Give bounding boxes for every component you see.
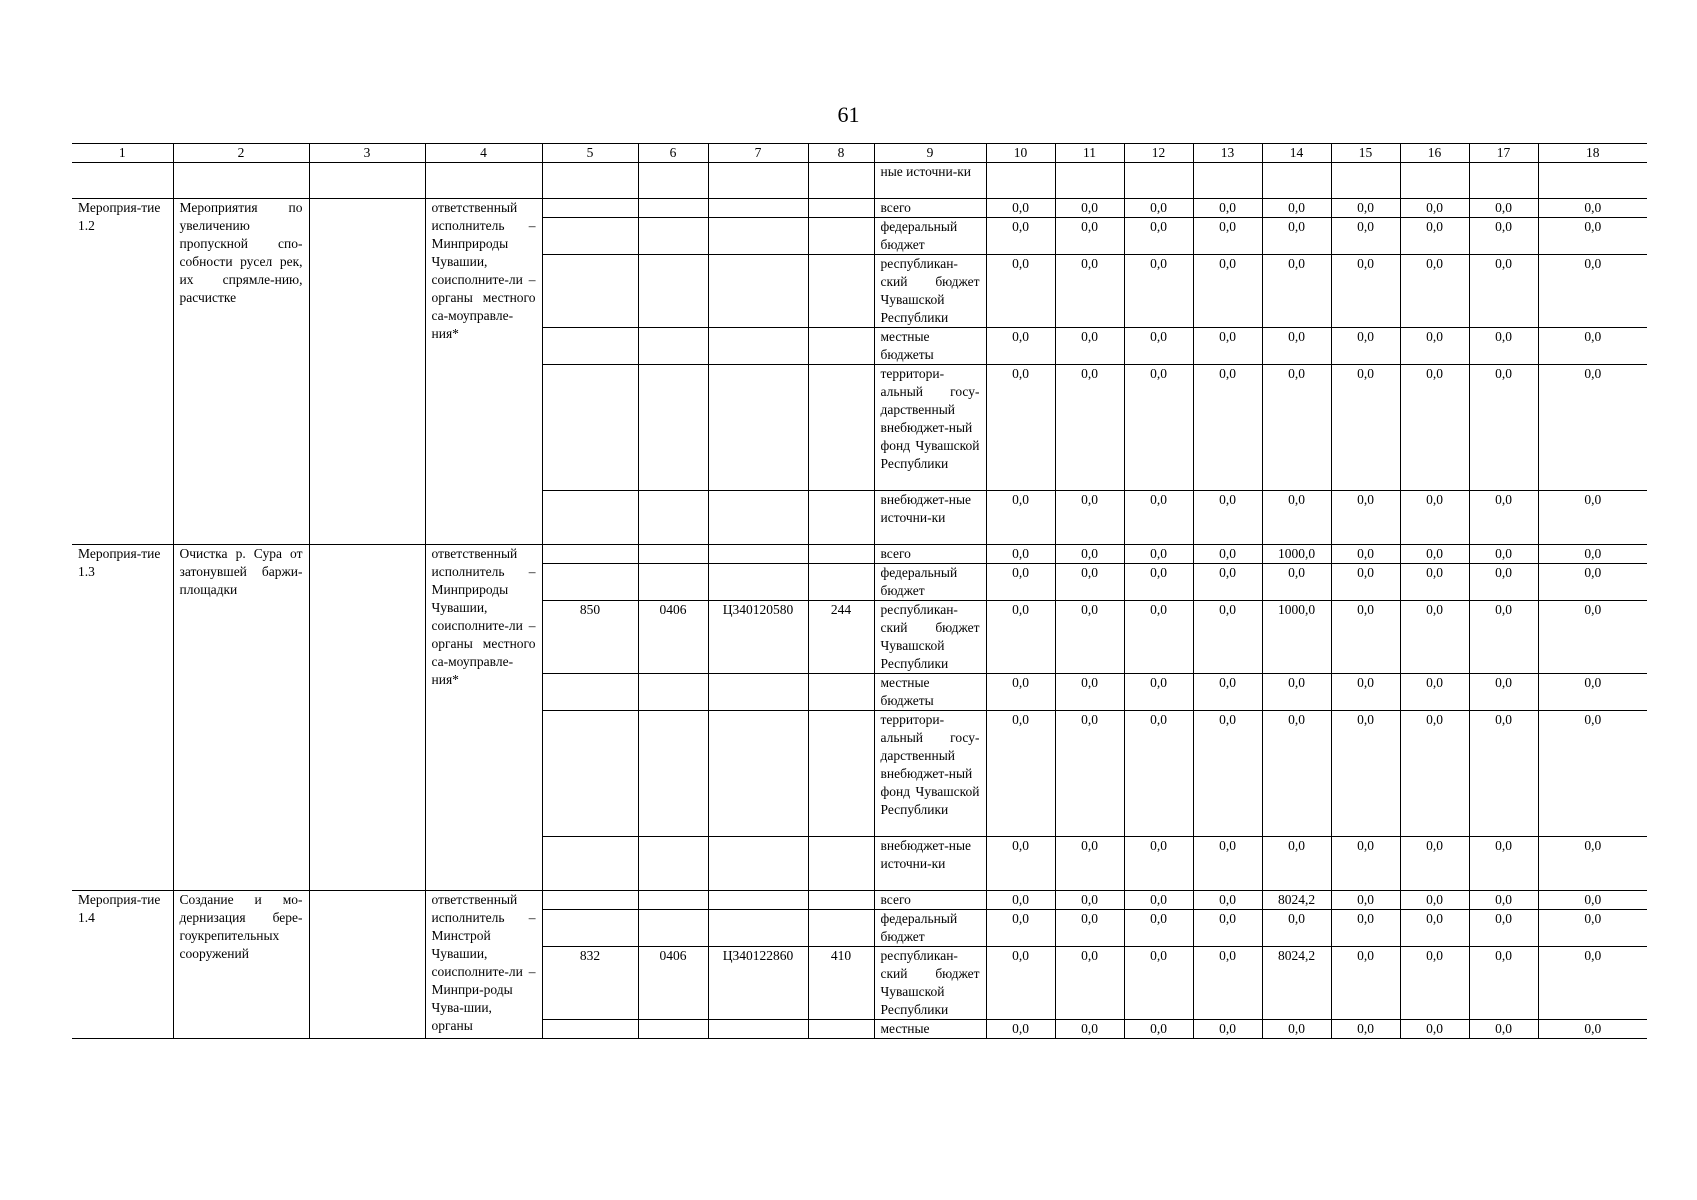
value-cell: 0,0 xyxy=(1124,711,1193,837)
value-cell: 8024,2 xyxy=(1262,947,1331,1020)
value-cell: 0,0 xyxy=(1193,328,1262,365)
column-header: 9 xyxy=(874,144,986,163)
target-article-code xyxy=(708,199,808,218)
expense-type-code xyxy=(808,255,874,328)
value-cell: 0,0 xyxy=(986,910,1055,947)
empty-cell xyxy=(173,163,309,199)
section-code xyxy=(638,910,708,947)
value-cell: 0,0 xyxy=(986,491,1055,545)
column-header: 17 xyxy=(1469,144,1538,163)
value-cell: 0,0 xyxy=(986,545,1055,564)
section-code xyxy=(638,199,708,218)
value-cell: 0,0 xyxy=(1124,328,1193,365)
value-cell: 0,0 xyxy=(1469,545,1538,564)
value-cell: 0,0 xyxy=(1331,1020,1400,1039)
measure-executor: ответственный исполнитель – Минприроды Чувашии, соисполните-ли – органы местного са-моуправле-ния* xyxy=(425,545,542,891)
grbs-code xyxy=(542,199,638,218)
value-cell: 0,0 xyxy=(986,365,1055,491)
target-article-code xyxy=(708,255,808,328)
value-cell: 0,0 xyxy=(1538,947,1647,1020)
value-cell: 0,0 xyxy=(986,218,1055,255)
expense-type-code xyxy=(808,545,874,564)
value-cell: 0,0 xyxy=(1331,218,1400,255)
expense-type-code xyxy=(808,674,874,711)
value-cell: 0,0 xyxy=(1400,910,1469,947)
value-cell: 0,0 xyxy=(1538,365,1647,491)
target-article-code: Ц340120580 xyxy=(708,601,808,674)
value-cell: 0,0 xyxy=(1331,601,1400,674)
value-cell: 0,0 xyxy=(1331,545,1400,564)
value-cell: 0,0 xyxy=(1538,910,1647,947)
value-cell: 0,0 xyxy=(1469,491,1538,545)
grbs-code xyxy=(542,328,638,365)
empty-cell xyxy=(638,163,708,199)
target-article-code xyxy=(708,328,808,365)
value-cell: 0,0 xyxy=(1538,491,1647,545)
value-cell: 0,0 xyxy=(1469,837,1538,891)
source-cell: республикан-ский бюджет Чувашской Республики xyxy=(874,255,986,328)
value-cell: 0,0 xyxy=(1469,218,1538,255)
value-cell: 0,0 xyxy=(1262,837,1331,891)
empty-cell xyxy=(309,163,425,199)
value-cell: 0,0 xyxy=(1400,491,1469,545)
value-cell: 0,0 xyxy=(1331,910,1400,947)
value-cell: 0,0 xyxy=(1124,564,1193,601)
grbs-code: 832 xyxy=(542,947,638,1020)
value-cell: 0,0 xyxy=(1331,891,1400,910)
value-cell: 0,0 xyxy=(1538,199,1647,218)
value-cell: 0,0 xyxy=(1469,947,1538,1020)
column-header: 5 xyxy=(542,144,638,163)
value-cell: 0,0 xyxy=(1400,711,1469,837)
value-cell: 0,0 xyxy=(1400,837,1469,891)
value-cell: 0,0 xyxy=(1469,328,1538,365)
value-cell: 0,0 xyxy=(986,328,1055,365)
column-header: 4 xyxy=(425,144,542,163)
section-code xyxy=(638,491,708,545)
empty-cell xyxy=(1400,163,1469,199)
value-cell: 0,0 xyxy=(1262,674,1331,711)
source-cell: внебюджет-ные источни-ки xyxy=(874,491,986,545)
value-cell: 0,0 xyxy=(1469,601,1538,674)
value-cell: 8024,2 xyxy=(1262,891,1331,910)
value-cell: 0,0 xyxy=(1400,601,1469,674)
value-cell: 0,0 xyxy=(1055,491,1124,545)
value-cell: 0,0 xyxy=(1400,947,1469,1020)
value-cell: 0,0 xyxy=(1124,947,1193,1020)
expense-type-code xyxy=(808,328,874,365)
target-article-code xyxy=(708,837,808,891)
target-article-code: Ц340122860 xyxy=(708,947,808,1020)
value-cell: 0,0 xyxy=(1400,255,1469,328)
value-cell: 0,0 xyxy=(1055,545,1124,564)
value-cell: 0,0 xyxy=(1469,910,1538,947)
value-cell: 0,0 xyxy=(1469,891,1538,910)
value-cell: 0,0 xyxy=(1055,891,1124,910)
source-cell: всего xyxy=(874,891,986,910)
value-cell: 0,0 xyxy=(986,947,1055,1020)
value-cell: 0,0 xyxy=(1055,837,1124,891)
grbs-code xyxy=(542,910,638,947)
empty-cell xyxy=(808,163,874,199)
value-cell: 0,0 xyxy=(1469,255,1538,328)
measure-name: Очистка р. Сура от затонувшей баржи-площадки xyxy=(173,545,309,891)
section-code xyxy=(638,674,708,711)
value-cell: 0,0 xyxy=(1400,545,1469,564)
value-cell: 1000,0 xyxy=(1262,545,1331,564)
value-cell: 0,0 xyxy=(1469,1020,1538,1039)
value-cell: 0,0 xyxy=(1055,255,1124,328)
column-header: 6 xyxy=(638,144,708,163)
source-cell: федеральный бюджет xyxy=(874,218,986,255)
source-cell: ные источни-ки xyxy=(874,163,986,199)
source-cell: республикан-ский бюджет Чувашской Республики xyxy=(874,947,986,1020)
measure-name: Создание и мо-дернизация бере-гоукрепительных сооружений xyxy=(173,891,309,1039)
table-row xyxy=(72,545,1647,564)
grbs-code: 850 xyxy=(542,601,638,674)
value-cell: 0,0 xyxy=(1193,1020,1262,1039)
value-cell: 0,0 xyxy=(1193,491,1262,545)
empty-cell xyxy=(309,545,425,891)
target-article-code xyxy=(708,1020,808,1039)
value-cell: 0,0 xyxy=(1262,365,1331,491)
value-cell: 0,0 xyxy=(1124,199,1193,218)
expense-type-code xyxy=(808,837,874,891)
column-header: 14 xyxy=(1262,144,1331,163)
expense-type-code: 410 xyxy=(808,947,874,1020)
grbs-code xyxy=(542,545,638,564)
grbs-code xyxy=(542,891,638,910)
expense-type-code xyxy=(808,711,874,837)
measure-executor: ответственный исполнитель – Минприроды Чувашии, соисполните-ли – органы местного са-моуправле-ния* xyxy=(425,199,542,545)
grbs-code xyxy=(542,711,638,837)
table-row xyxy=(72,891,1647,910)
value-cell: 0,0 xyxy=(1124,255,1193,328)
section-code xyxy=(638,255,708,328)
value-cell: 0,0 xyxy=(1055,711,1124,837)
empty-cell xyxy=(309,199,425,545)
source-cell: местные бюджеты xyxy=(874,674,986,711)
value-cell: 0,0 xyxy=(1400,674,1469,711)
expense-type-code xyxy=(808,218,874,255)
section-code: 0406 xyxy=(638,601,708,674)
value-cell: 0,0 xyxy=(1193,891,1262,910)
column-header: 18 xyxy=(1538,144,1647,163)
value-cell: 0,0 xyxy=(986,891,1055,910)
value-cell: 0,0 xyxy=(1331,837,1400,891)
value-cell: 0,0 xyxy=(1124,674,1193,711)
value-cell: 0,0 xyxy=(1055,910,1124,947)
value-cell: 0,0 xyxy=(1055,601,1124,674)
value-cell: 0,0 xyxy=(986,711,1055,837)
value-cell: 0,0 xyxy=(1193,255,1262,328)
value-cell: 0,0 xyxy=(1400,328,1469,365)
value-cell: 0,0 xyxy=(1124,491,1193,545)
value-cell: 0,0 xyxy=(1055,564,1124,601)
empty-cell xyxy=(708,163,808,199)
empty-cell xyxy=(1193,163,1262,199)
value-cell: 0,0 xyxy=(1469,199,1538,218)
value-cell: 0,0 xyxy=(1193,545,1262,564)
source-cell: местные бюджеты xyxy=(874,328,986,365)
value-cell: 0,0 xyxy=(1055,218,1124,255)
value-cell: 0,0 xyxy=(1538,1020,1647,1039)
expense-type-code xyxy=(808,910,874,947)
empty-cell xyxy=(72,163,173,199)
target-article-code xyxy=(708,545,808,564)
value-cell: 0,0 xyxy=(986,1020,1055,1039)
value-cell: 0,0 xyxy=(1124,837,1193,891)
table-row xyxy=(72,199,1647,218)
column-header: 16 xyxy=(1400,144,1469,163)
budget-table xyxy=(72,143,1647,1039)
expense-type-code xyxy=(808,199,874,218)
value-cell: 0,0 xyxy=(1331,328,1400,365)
value-cell: 0,0 xyxy=(986,601,1055,674)
column-header: 8 xyxy=(808,144,874,163)
measure-name: Мероприятия по увеличению пропускной спо-собности русел рек, их спрямле-нию, расчистке xyxy=(173,199,309,545)
target-article-code xyxy=(708,674,808,711)
empty-cell xyxy=(1469,163,1538,199)
value-cell: 0,0 xyxy=(1469,564,1538,601)
column-header: 13 xyxy=(1193,144,1262,163)
value-cell: 0,0 xyxy=(1124,891,1193,910)
value-cell: 0,0 xyxy=(1055,1020,1124,1039)
value-cell: 0,0 xyxy=(1193,674,1262,711)
value-cell: 0,0 xyxy=(1193,218,1262,255)
value-cell: 0,0 xyxy=(1124,545,1193,564)
column-header: 10 xyxy=(986,144,1055,163)
column-header: 3 xyxy=(309,144,425,163)
empty-cell xyxy=(1262,163,1331,199)
value-cell: 0,0 xyxy=(1262,564,1331,601)
target-article-code xyxy=(708,218,808,255)
value-cell: 0,0 xyxy=(1193,947,1262,1020)
measure-executor: ответственный исполнитель – Минстрой Чувашии, соисполните-ли – Минпри-роды Чува-шии, органы xyxy=(425,891,542,1039)
section-code xyxy=(638,545,708,564)
column-header: 1 xyxy=(72,144,173,163)
empty-cell xyxy=(1538,163,1647,199)
empty-cell xyxy=(309,891,425,1039)
value-cell: 0,0 xyxy=(1193,837,1262,891)
grbs-code xyxy=(542,564,638,601)
value-cell: 0,0 xyxy=(1193,711,1262,837)
value-cell: 0,0 xyxy=(1331,365,1400,491)
value-cell: 0,0 xyxy=(1262,218,1331,255)
expense-type-code xyxy=(808,891,874,910)
measure-id: Мероприя-тие 1.3 xyxy=(72,545,173,891)
grbs-code xyxy=(542,674,638,711)
column-header: 15 xyxy=(1331,144,1400,163)
source-cell: всего xyxy=(874,199,986,218)
value-cell: 0,0 xyxy=(1124,910,1193,947)
value-cell: 0,0 xyxy=(1538,711,1647,837)
value-cell: 0,0 xyxy=(1331,255,1400,328)
table-row xyxy=(72,163,1647,199)
section-code xyxy=(638,564,708,601)
section-code xyxy=(638,365,708,491)
value-cell: 0,0 xyxy=(1331,564,1400,601)
value-cell: 0,0 xyxy=(1124,1020,1193,1039)
value-cell: 0,0 xyxy=(1400,891,1469,910)
section-code xyxy=(638,328,708,365)
measure-id: Мероприя-тие 1.4 xyxy=(72,891,173,1039)
target-article-code xyxy=(708,910,808,947)
value-cell: 0,0 xyxy=(1538,218,1647,255)
target-article-code xyxy=(708,711,808,837)
value-cell: 0,0 xyxy=(1193,365,1262,491)
value-cell: 0,0 xyxy=(1193,199,1262,218)
expense-type-code xyxy=(808,491,874,545)
value-cell: 0,0 xyxy=(1331,491,1400,545)
value-cell: 0,0 xyxy=(1262,910,1331,947)
value-cell: 0,0 xyxy=(986,255,1055,328)
value-cell: 0,0 xyxy=(1055,674,1124,711)
value-cell: 0,0 xyxy=(1400,1020,1469,1039)
expense-type-code xyxy=(808,365,874,491)
value-cell: 0,0 xyxy=(986,564,1055,601)
target-article-code xyxy=(708,891,808,910)
empty-cell xyxy=(542,163,638,199)
section-code xyxy=(638,1020,708,1039)
value-cell: 0,0 xyxy=(1055,328,1124,365)
source-cell: федеральный бюджет xyxy=(874,564,986,601)
value-cell: 0,0 xyxy=(1262,711,1331,837)
value-cell: 1000,0 xyxy=(1262,601,1331,674)
value-cell: 0,0 xyxy=(1193,564,1262,601)
expense-type-code xyxy=(808,1020,874,1039)
value-cell: 0,0 xyxy=(1124,601,1193,674)
value-cell: 0,0 xyxy=(1469,711,1538,837)
source-cell: федеральный бюджет xyxy=(874,910,986,947)
target-article-code xyxy=(708,365,808,491)
page-number: 61 xyxy=(837,102,860,127)
section-code xyxy=(638,891,708,910)
header-row xyxy=(72,144,1647,163)
source-cell: республикан-ский бюджет Чувашской Республики xyxy=(874,601,986,674)
source-cell: территори-альный госу-дарственный внебюджет-ный фонд Чувашской Республики xyxy=(874,365,986,491)
source-cell: территори-альный госу-дарственный внебюджет-ный фонд Чувашской Республики xyxy=(874,711,986,837)
value-cell: 0,0 xyxy=(1262,255,1331,328)
value-cell: 0,0 xyxy=(1400,199,1469,218)
value-cell: 0,0 xyxy=(1400,218,1469,255)
value-cell: 0,0 xyxy=(1193,910,1262,947)
empty-cell xyxy=(425,163,542,199)
expense-type-code xyxy=(808,564,874,601)
section-code xyxy=(638,218,708,255)
section-code xyxy=(638,711,708,837)
value-cell: 0,0 xyxy=(1262,199,1331,218)
table-body xyxy=(72,144,1647,1039)
section-code xyxy=(638,837,708,891)
source-cell: местные xyxy=(874,1020,986,1039)
column-header: 2 xyxy=(173,144,309,163)
value-cell: 0,0 xyxy=(1055,947,1124,1020)
column-header: 7 xyxy=(708,144,808,163)
value-cell: 0,0 xyxy=(1331,674,1400,711)
value-cell: 0,0 xyxy=(1538,255,1647,328)
expense-type-code: 244 xyxy=(808,601,874,674)
source-cell: всего xyxy=(874,545,986,564)
empty-cell xyxy=(1331,163,1400,199)
value-cell: 0,0 xyxy=(1469,674,1538,711)
measure-id: Мероприя-тие 1.2 xyxy=(72,199,173,545)
value-cell: 0,0 xyxy=(986,199,1055,218)
value-cell: 0,0 xyxy=(1331,199,1400,218)
value-cell: 0,0 xyxy=(1262,1020,1331,1039)
column-header: 11 xyxy=(1055,144,1124,163)
value-cell: 0,0 xyxy=(1538,564,1647,601)
value-cell: 0,0 xyxy=(1331,947,1400,1020)
target-article-code xyxy=(708,491,808,545)
value-cell: 0,0 xyxy=(1331,711,1400,837)
value-cell: 0,0 xyxy=(1262,491,1331,545)
value-cell: 0,0 xyxy=(1193,601,1262,674)
empty-cell xyxy=(986,163,1055,199)
value-cell: 0,0 xyxy=(1400,564,1469,601)
value-cell: 0,0 xyxy=(1538,891,1647,910)
value-cell: 0,0 xyxy=(1262,328,1331,365)
column-header: 12 xyxy=(1124,144,1193,163)
value-cell: 0,0 xyxy=(1538,674,1647,711)
value-cell: 0,0 xyxy=(986,674,1055,711)
grbs-code xyxy=(542,491,638,545)
value-cell: 0,0 xyxy=(1055,199,1124,218)
grbs-code xyxy=(542,365,638,491)
grbs-code xyxy=(542,255,638,328)
source-cell: внебюджет-ные источни-ки xyxy=(874,837,986,891)
empty-cell xyxy=(1124,163,1193,199)
value-cell: 0,0 xyxy=(1538,837,1647,891)
grbs-code xyxy=(542,837,638,891)
value-cell: 0,0 xyxy=(1538,601,1647,674)
empty-cell xyxy=(1055,163,1124,199)
value-cell: 0,0 xyxy=(1538,328,1647,365)
grbs-code xyxy=(542,1020,638,1039)
target-article-code xyxy=(708,564,808,601)
value-cell: 0,0 xyxy=(1538,545,1647,564)
value-cell: 0,0 xyxy=(1124,365,1193,491)
value-cell: 0,0 xyxy=(1055,365,1124,491)
value-cell: 0,0 xyxy=(1400,365,1469,491)
value-cell: 0,0 xyxy=(1124,218,1193,255)
value-cell: 0,0 xyxy=(1469,365,1538,491)
grbs-code xyxy=(542,218,638,255)
value-cell: 0,0 xyxy=(986,837,1055,891)
section-code: 0406 xyxy=(638,947,708,1020)
